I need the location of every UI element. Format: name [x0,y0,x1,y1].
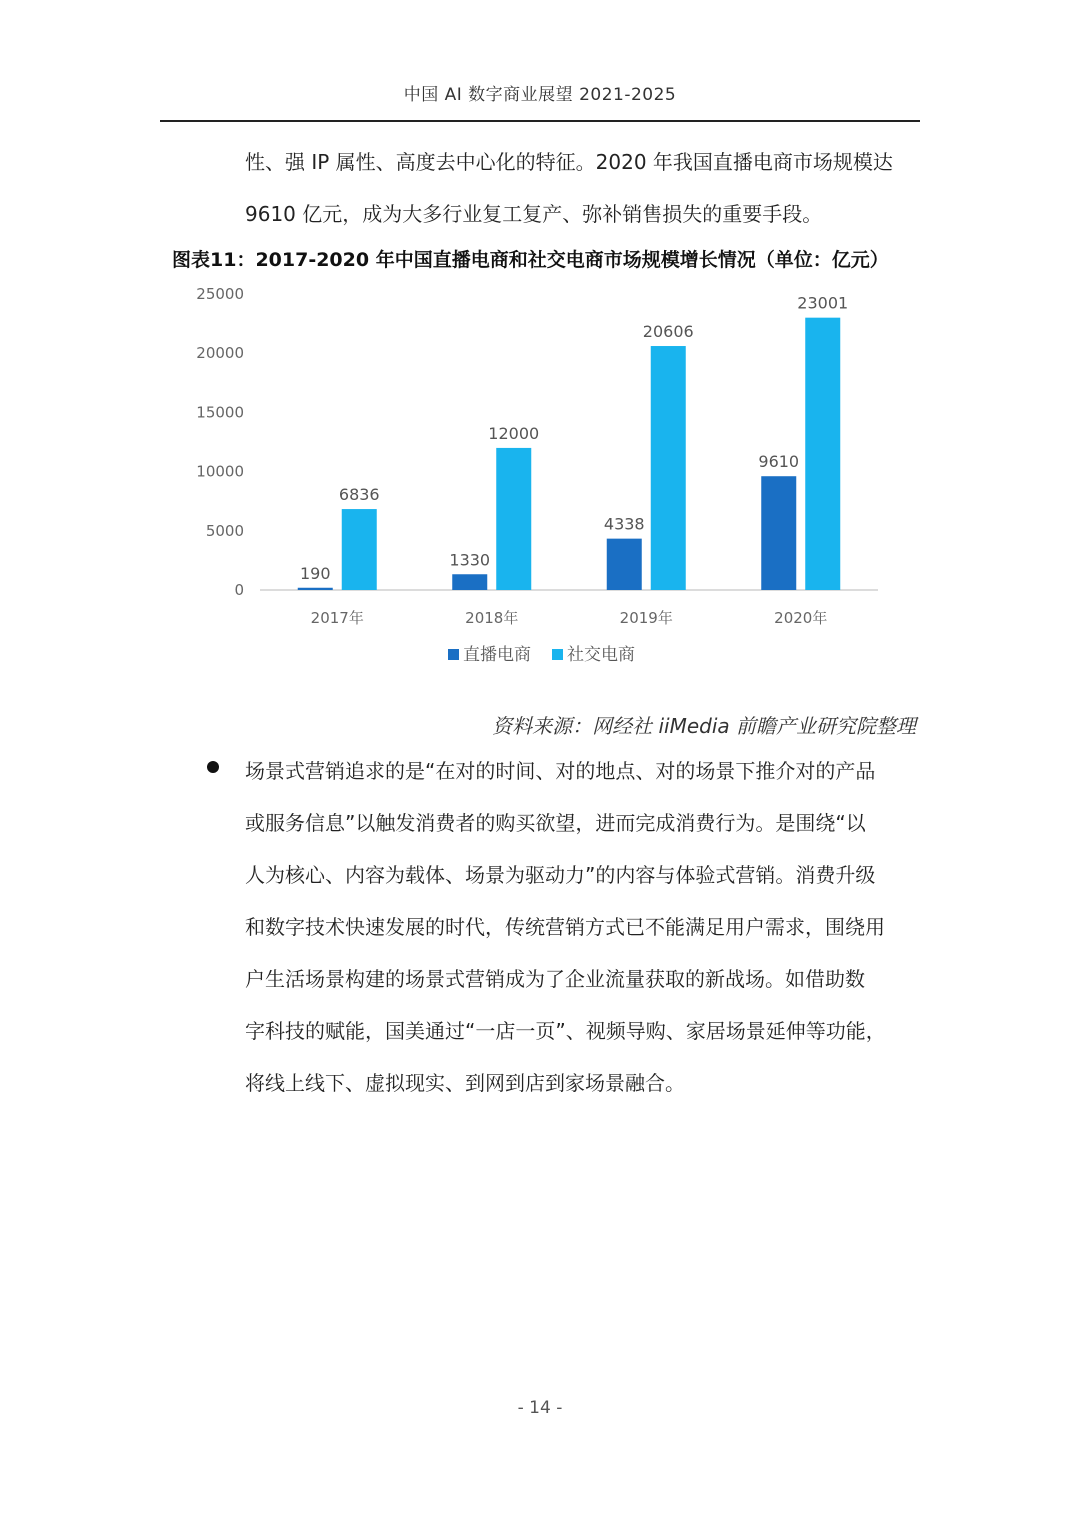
x-tick-label: 2019年 [619,609,673,627]
bar-live-3 [761,476,796,590]
bullet-icon [207,761,219,773]
x-tick-label: 2020年 [774,609,828,627]
data-label: 23001 [797,293,849,313]
bar-social-1 [496,448,531,590]
source-note: 资料来源：网经社 iiMedia 前瞻产业研究院整理 [492,714,916,738]
bullet-line-3: 人为核心、内容为载体、场景为驱动力”的内容与体验式营销。消费升级 [245,863,876,887]
bullet-line-2: 或服务信息”以触发消费者的购买欲望，进而完成消费行为。是围绕“以 [245,811,866,835]
data-label: 6836 [338,485,380,505]
legend-swatch [448,649,459,660]
bar-live-1 [452,574,487,590]
intro-line-2: 9610 亿元，成为大多行业复工复产、弥补销售损失的重要手段。 [245,202,823,226]
bullet-line-1: 场景式营销追求的是“在对的时间、对的地点、对的场景下推介对的产品 [245,759,876,783]
y-tick-label: 25000 [196,285,244,303]
data-label: 190 [299,563,331,583]
intro-line-1: 性、强 IP 属性、高度去中心化的特征。2020 年我国直播电商市场规模达 [245,150,893,174]
page-number: - 14 - [517,1398,563,1418]
bar-live-2 [607,539,642,590]
x-tick-label: 2018年 [465,609,519,627]
bar-social-0 [342,509,377,590]
data-label: 12000 [488,423,540,443]
data-label: 4338 [603,514,645,534]
y-tick-label: 0 [234,581,244,599]
bullet-line-5: 户生活场景构建的场景式营销成为了企业流量获取的新战场。如借助数 [245,967,865,991]
legend-label: 直播电商 [463,645,531,665]
header-divider [160,120,920,122]
legend-label: 社交电商 [567,645,635,665]
data-label: 20606 [642,322,694,342]
bar-social-3 [805,318,840,590]
x-tick-label: 2017年 [310,609,364,627]
header-title: 中国 AI 数字商业展望 2021-2025 [403,85,677,105]
bar-social-2 [651,346,686,590]
y-tick-label: 10000 [196,462,244,481]
y-tick-label: 5000 [205,521,244,540]
data-label: 9610 [758,452,800,472]
data-label: 1330 [449,550,491,570]
bullet-line-7: 将线上线下、虚拟现实、到网到店到家场景融合。 [245,1071,685,1095]
bar-live-0 [298,588,333,590]
y-tick-label: 20000 [196,344,244,363]
figure-title: 图表11：2017-2020 年中国直播电商和社交电商市场规模增长情况（单位：亿元） [172,249,889,271]
bar-chart [160,280,900,690]
bullet-line-6: 字科技的赋能，国美通过“一店一页”、视频导购、家居场景延伸等功能， [245,1019,886,1043]
legend-swatch [552,649,563,660]
y-tick-label: 15000 [196,403,244,422]
bullet-line-4: 和数字技术快速发展的时代，传统营销方式已不能满足用户需求，围绕用 [245,915,885,939]
